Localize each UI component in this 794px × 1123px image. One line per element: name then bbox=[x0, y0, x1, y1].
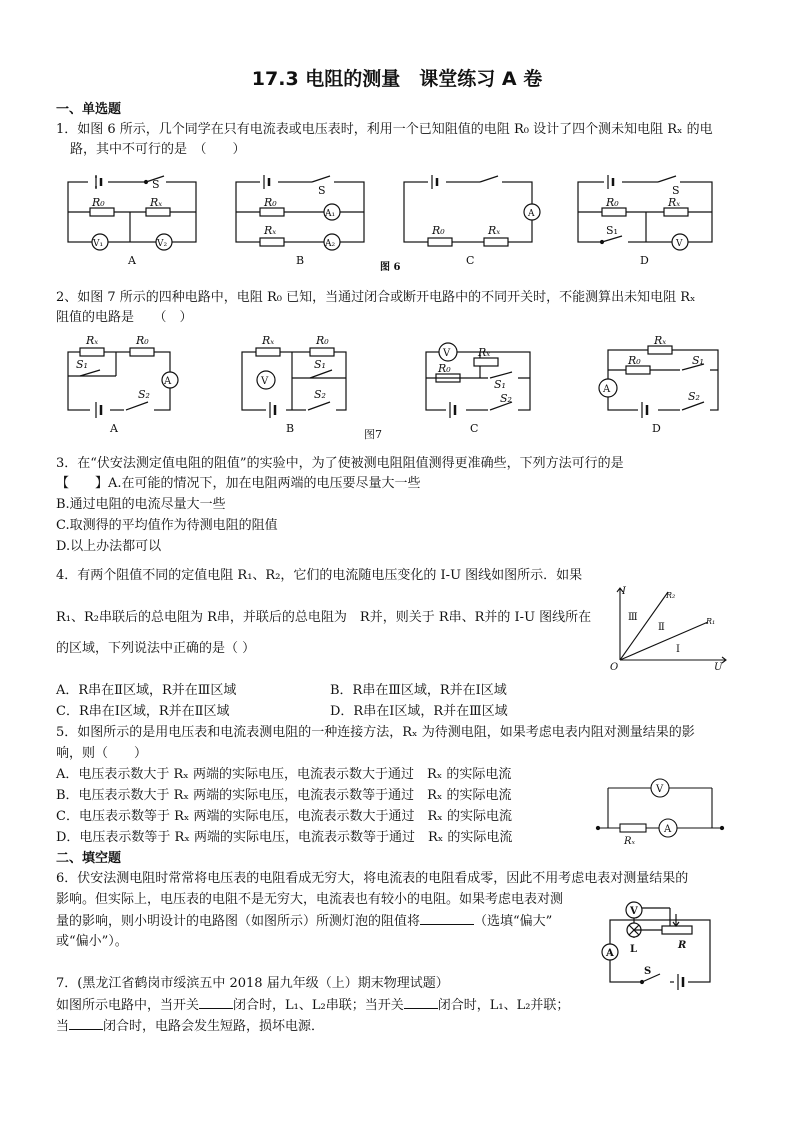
q4-graph-region-iii: Ⅲ bbox=[628, 612, 638, 623]
q4-option-b: B．R串在Ⅲ区域，R并在Ⅰ区域 bbox=[330, 683, 507, 698]
q4-graph-r2-label: R₂ bbox=[666, 591, 676, 600]
fig6-b-rx-label: Rₓ bbox=[264, 224, 277, 237]
q4-line2: R₁、R₂串联后的总电阻为 R串，并联后的总电阻为 R并，则关于 R串、R并的 I-U 图线所在 bbox=[56, 610, 592, 625]
q2-line1: 2、如图 7 所示的四种电路中，电阻 R₀ 已知，当通过闭合或断开电路中的不同开关时，不能测算出未知电阻 Rₓ bbox=[56, 290, 696, 305]
fig7-label-a: A bbox=[110, 422, 118, 435]
q4-graph-region-i: Ⅰ bbox=[676, 644, 680, 655]
fig7-c-r0-label: R₀ bbox=[438, 362, 451, 375]
fig6-a-switch-label: S bbox=[152, 178, 160, 191]
fig7-label-c: C bbox=[470, 422, 479, 435]
q7-line2 bbox=[56, 996, 569, 1015]
fig7-b-s2-label: S₂ bbox=[314, 388, 326, 401]
q5-line2: 响，则（ ） bbox=[56, 746, 148, 761]
fig6-label-c: C bbox=[466, 254, 475, 267]
q4-graph-r1-label: R₁ bbox=[706, 617, 716, 626]
q5-line1: 5．如图所示的是用电压表和电流表测电阻的一种连接方法，Rₓ 为待测电阻，如果考虑电表内阻对测量结果的影 bbox=[56, 725, 695, 740]
fig7-c-s1-label: S₁ bbox=[494, 378, 506, 391]
fig7-a-s1-label: S₁ bbox=[76, 358, 88, 371]
fig7-label-d: D bbox=[652, 422, 661, 435]
fig6-d-switch-label: S bbox=[672, 184, 680, 197]
fig6-label-a: A bbox=[128, 254, 136, 267]
q6-line2: 影响。但实际上，电压表的电阻不是无穷大，电流表也有较小的电阻。如果考虑电表对测 bbox=[56, 892, 564, 907]
fig6-b-a1-label: A₁ bbox=[325, 209, 336, 219]
q5-circuit bbox=[596, 772, 726, 846]
fig7-c-s2-label: S₂ bbox=[500, 392, 512, 405]
q5-option-b: B．电压表示数大于 Rₓ 两端的实际电压，电流表示数等于通过 Rₓ 的实际电流 bbox=[56, 788, 512, 803]
q6-circuit bbox=[600, 900, 720, 988]
q6-line3 bbox=[56, 912, 552, 931]
q1-line2: 路，其中不可行的是 （ ） bbox=[70, 142, 246, 157]
q6-switch-label: S bbox=[644, 966, 652, 977]
q3-option-b: B.通过电阻的电流尽量大一些 bbox=[56, 497, 226, 512]
fig6-a-r0-label: R₀ bbox=[92, 196, 105, 209]
fig7-circuit-b bbox=[242, 348, 346, 418]
fig7-b-voltmeter-label: V bbox=[261, 376, 269, 387]
fig7-b-rx-label: Rₓ bbox=[262, 334, 275, 347]
q5-option-d: D．电压表示数等于 Rₓ 两端的实际电压，电流表示数等于通过 Rₓ 的实际电流 bbox=[56, 830, 513, 845]
q4-option-a: A．R串在Ⅱ区域，R并在Ⅲ区域 bbox=[56, 683, 237, 698]
fig7-label-b: B bbox=[286, 422, 295, 435]
fig7-d-s2-label: S₂ bbox=[688, 390, 700, 403]
fig6-caption: 图 6 bbox=[380, 262, 401, 273]
q3-option-d: D.以上办法都可以 bbox=[56, 539, 162, 554]
fig6-label-b: B bbox=[296, 254, 305, 267]
q5-option-c: C．电压表示数等于 Rₓ 两端的实际电压，电流表示数大于通过 Rₓ 的实际电流 bbox=[56, 809, 512, 824]
q4-line3: 的区域，下列说法中正确的是（ ） bbox=[56, 641, 256, 656]
q5-voltmeter-label: V bbox=[656, 784, 664, 795]
fig6-b-r0-label: R₀ bbox=[264, 196, 277, 209]
fig7-a-r0-label: R₀ bbox=[136, 334, 149, 347]
figure-6 bbox=[60, 168, 740, 278]
fig7-a-rx-label: Rₓ bbox=[86, 334, 99, 347]
q4-option-d: D．R串在Ⅰ区域，R并在Ⅲ区域 bbox=[330, 704, 508, 719]
q6-line4: 或“偏小”）。 bbox=[56, 934, 128, 949]
fig7-c-rx-label: Rₓ bbox=[478, 346, 491, 359]
section-heading-fill-blank: 二、填空题 bbox=[56, 851, 122, 866]
fig7-caption: 图7 bbox=[364, 428, 382, 441]
q7-line2-text-b: 闭合时，L₁、L₂串联；当开关 bbox=[233, 998, 404, 1013]
fig6-circuit-d bbox=[578, 175, 712, 250]
figure-7 bbox=[60, 334, 740, 444]
q5-ammeter-label: A bbox=[664, 824, 672, 835]
section-heading-single-choice: 一、单选题 bbox=[56, 102, 122, 117]
q6-line3-suffix: （选填“偏大” bbox=[474, 914, 553, 929]
fig6-c-r0-label: R₀ bbox=[432, 224, 445, 237]
fig7-d-s1-label: S₁ bbox=[692, 354, 704, 367]
fig6-d-r0-label: R₀ bbox=[606, 196, 619, 209]
fig6-label-d: D bbox=[640, 254, 649, 267]
fig6-d-rx-label: Rₓ bbox=[668, 196, 681, 209]
fig6-c-rx-label: Rₓ bbox=[488, 224, 501, 237]
fig7-a-s2-label: S₂ bbox=[138, 388, 150, 401]
q6-lamp-label: L bbox=[630, 944, 638, 955]
q6-ammeter-label: A bbox=[606, 948, 614, 959]
q4-option-c: C．R串在Ⅰ区域，R并在Ⅱ区域 bbox=[56, 704, 230, 719]
q4-iu-graph bbox=[608, 580, 738, 672]
fig6-b-a2-label: A₂ bbox=[325, 239, 336, 249]
fig7-c-voltmeter-label: V bbox=[443, 348, 451, 359]
fig7-b-r0-label: R₀ bbox=[316, 334, 329, 347]
q6-line1: 6．伏安法测电阻时常常将电压表的电阻看成无穷大，将电流表的电阻看成零，因此不用考虑电表对测量结果的 bbox=[56, 871, 689, 886]
q7-line2-text-c: 闭合时，L₁、L₂并联； bbox=[437, 998, 570, 1013]
fig7-d-rx-label: Rₓ bbox=[654, 334, 667, 347]
fig6-circuit-a bbox=[68, 175, 196, 250]
q4-graph-axis-i: I bbox=[622, 586, 626, 597]
q6-answer-blank[interactable] bbox=[420, 912, 474, 925]
q4-line1: 4．有两个阻值不同的定值电阻 R₁、R₂，它们的电流随电压变化的 I-U 图线如图所示．如果 bbox=[56, 568, 583, 583]
q6-rheostat-label: R bbox=[678, 940, 687, 951]
fig6-d-voltmeter-label: V bbox=[676, 239, 683, 249]
q7-line3-text-b: 闭合时，电路会发生短路，损坏电源． bbox=[103, 1019, 325, 1034]
q4-graph-origin: O bbox=[610, 662, 619, 673]
q7-blank-2[interactable] bbox=[404, 996, 438, 1009]
fig6-d-s1-label: S₁ bbox=[606, 224, 618, 237]
fig6-circuit-c bbox=[404, 175, 540, 246]
q1-line1: 1．如图 6 所示，几个同学在只有电流表或电压表时，利用一个已知阻值的电阻 R₀ 设计了四个测未知电阻 Rₓ 的电 bbox=[56, 122, 713, 137]
q3-option-c: C.取测得的平均值作为待测电阻的阻值 bbox=[56, 518, 278, 533]
q4-graph-axis-u: U bbox=[714, 662, 723, 673]
q7-line3-text-a: 当 bbox=[56, 1019, 70, 1034]
q6-voltmeter-label: V bbox=[630, 906, 638, 917]
fig7-d-ammeter-label: A bbox=[603, 384, 611, 395]
q2-line2: 阻值的电路是 （ ） bbox=[56, 310, 193, 325]
q7-line3 bbox=[56, 1017, 324, 1036]
q3-line2: 【 】A.在可能的情况下，加在电阻两端的电压要尽量大一些 bbox=[56, 476, 421, 491]
q4-graph-region-ii: Ⅱ bbox=[658, 622, 665, 633]
fig6-c-ammeter-label: A bbox=[528, 209, 535, 219]
fig7-b-s1-label: S₁ bbox=[314, 358, 326, 371]
q7-blank-1[interactable] bbox=[199, 996, 233, 1009]
fig6-a-v2-label: V₂ bbox=[157, 239, 168, 249]
q7-line1: 7．(黑龙江省鹤岗市绥滨五中 2018 届九年级（上）期末物理试题） bbox=[56, 976, 449, 991]
q3-line1: 3．在“伏安法测定值电阻的阻值”的实验中，为了使被测电阻阻值测得更准确些，下列方法可行的是 bbox=[56, 456, 624, 471]
page-title: 17.3 电阻的测量 课堂练习 A 卷 bbox=[251, 68, 543, 90]
q5-rx-label: Rₓ bbox=[624, 836, 636, 847]
q7-blank-3[interactable] bbox=[69, 1017, 103, 1030]
q6-line3-text: 量的影响，则小明设计的电路图（如图所示）所测灯泡的阻值将 bbox=[56, 914, 421, 929]
fig6-a-v1-label: V₁ bbox=[93, 239, 104, 249]
fig6-circuit-b bbox=[236, 175, 364, 250]
fig7-d-r0-label: R₀ bbox=[628, 354, 641, 367]
fig6-a-rx-label: Rₓ bbox=[150, 196, 163, 209]
fig6-b-switch-label: S bbox=[318, 184, 326, 197]
q5-option-a: A．电压表示数大于 Rₓ 两端的实际电压，电流表示数大于通过 Rₓ 的实际电流 bbox=[56, 767, 512, 782]
q7-line2-text-a: 如图所示电路中，当开关 bbox=[56, 998, 200, 1013]
fig7-a-ammeter-label: A bbox=[164, 376, 172, 387]
